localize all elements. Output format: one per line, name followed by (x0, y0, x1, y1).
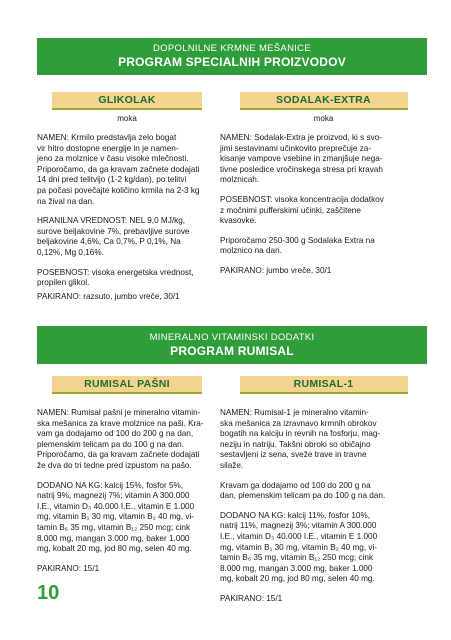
product-dosage: Kravam ga dodajamo od 100 do 200 g na dan, plemenskim telicam pa do 100 g na dan. (220, 480, 386, 501)
product-purpose: NAMEN: Rumisal-1 je mineralno vitamin- ska mešanica za izravnavo krmnih obrokov bogatih na kalciju in revnih na fosforju, mag- neziju in natriju. Takšni obroki so običajno sestavljeni iz sena, sveže trave in travne silaže. (220, 408, 381, 470)
product-dosage: Priporočamo 250-300 g Sodalaka Extra na molznico na dan. (220, 235, 375, 256)
product-nutrition: HRANILNA VREDNOST: NEL 9,0 MJ/kg, surove beljakovine 7%, prebavljive surove beljakovine 4,6%, Ca 0,7%, P 0,1%, Na 0,12%, Mg 0,16%. (37, 216, 190, 257)
product-glikolak (37, 92, 217, 298)
product-form-label: moka (313, 114, 334, 123)
product-purpose: NAMEN: Rumisal pašni je mineralno vitamin- ska mešanica za krave molznice na paši. Kra- vam ga dodajamo od 100 do 200 g na dan, plemenskim telicam pa do 100 g na dan. Priporočamo, da ga kravam začnete dodajati že dva do tri tedne pred izpustom na pašo. (37, 408, 204, 470)
product-name-badge: SODALAK-EXTRA (240, 92, 408, 110)
product-rumisal-1 (220, 376, 427, 614)
product-feature: POSEBNOST: visoka koncentracija dodatkov z močnimi pufferskimi učinki, zaščitene kvasovke. (220, 194, 384, 226)
product-feature: POSEBNOST: visoka energetska vrednost, propilen glikol. (37, 267, 194, 288)
product-composition: DODANO NA KG: kalcij 11%, fosfor 10%, natrij 11%, magnezij 3%; vitamin A 300.000 I.E., vitamin D₃ 40.000 I.E., vitamin E 1.000 mg, vitamin B₁ 30 mg, vitamin B₂ 40 mg, vi- tamin B₆ 35 mg, vitamin B₁₂ 250 mcg; cink 8.000 mg, mangan 3.000 mg, baker 1.000 mg, kobalt 20 mg, jod 80 mg, selen 40 mg. (220, 510, 378, 584)
banner-title: PROGRAM RUMISAL (170, 344, 294, 358)
product-packing: PAKIRANO: 15/1 (37, 563, 100, 573)
product-name-badge: RUMISAL-1 (240, 376, 408, 394)
product-purpose: NAMEN: Sodalak-Extra je proizvod, ki s svo- jimi sestavinami učinkovito preprečuje za- kisanje vampove vsebine in zmanjšuje nega- tivne posledice vročinskega stresa pri kravah molznicah. (220, 133, 383, 185)
page-number: 10 (37, 582, 60, 604)
product-composition: DODANO NA KG: kalcij 15%, fosfor 5%, natrij 9%, magnezij 7%; vitamin A 300.000 I.E., vitamin D₃ 40.000 I.E., vitamin E 1.000 mg, vitamin B₁ 30 mg, vitamin B₂ 40 mg, vi- tamin B₆ 35 mg, vitamin B₁₂ 250 mcg; cink 8.000 mg, mangan 3.000 mg, baker 1.000 mg, kobalt 20 mg, jod 80 mg, selen 40 mg. (37, 480, 195, 554)
product-rumisal-pasni (37, 376, 217, 583)
product-purpose: NAMEN: Krmilo predstavlja zelo bogat vir hitro dostopne energije in je namen- jeno za molznice v času visoke mlečnosti. Priporočamo, da ga kravam začnete dodajati 14 dni pred telitvijo (1-2 kg/dan), po telitvi pa počasi povečajte količino krmila na 2-3 kg na žival na dan. (37, 133, 200, 206)
product-sodalak-extra (220, 92, 427, 286)
product-packing: PAKIRANO: jumbo vreče, 30/1 (220, 265, 332, 275)
banner-subtitle: DOPOLNILNE KRMNE MEŠANICE (153, 43, 311, 54)
product-name-badge: GLIKOLAK (52, 92, 202, 110)
section-banner-rumisal (37, 326, 427, 364)
product-name-badge: RUMISAL PAŠNI (52, 376, 202, 394)
banner-title: PROGRAM SPECIALNIH PROIZVODOV (118, 55, 346, 69)
product-packing: PAKIRANO: 15/1 (220, 593, 283, 603)
banner-subtitle: MINERALNO VITAMINSKI DODATKI (149, 332, 315, 343)
section-banner-special (37, 38, 427, 75)
product-form-label: moka (117, 114, 137, 123)
glikolak-packing: PAKIRANO: razsuto, jumbo vreče, 30/1 (37, 292, 180, 301)
